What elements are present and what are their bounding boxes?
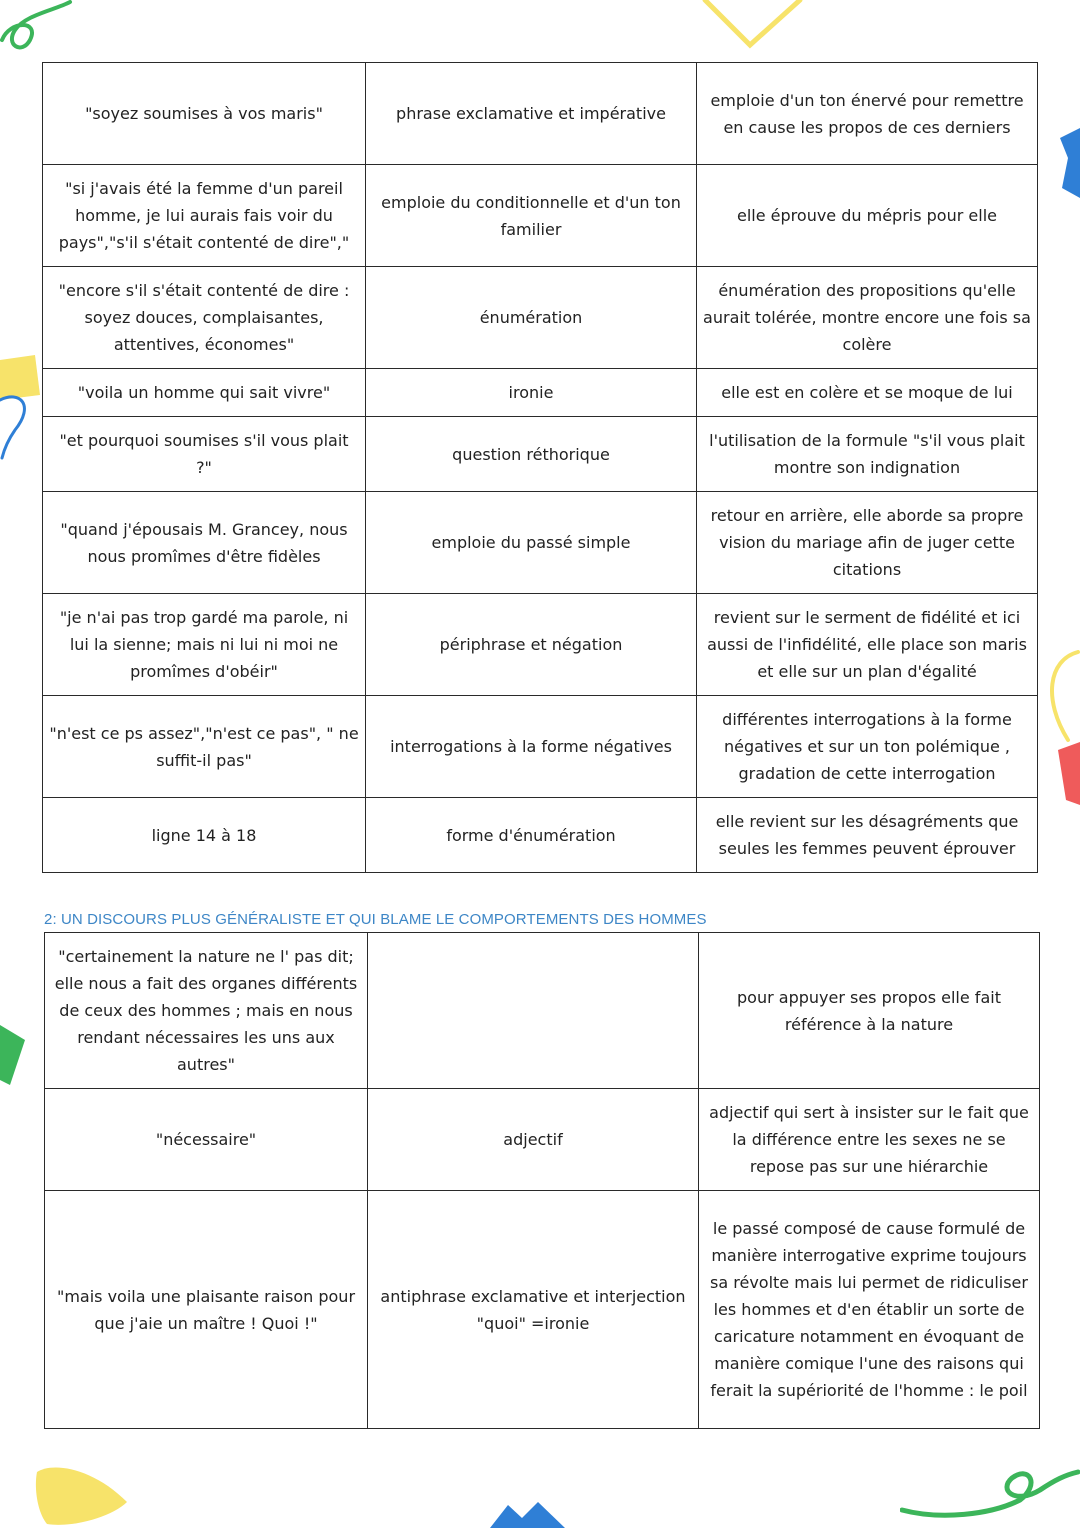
table-row — [45, 1089, 1040, 1191]
table-row — [43, 798, 1038, 873]
procede-cell: phrase exclamative et impérative — [366, 63, 697, 165]
quote-cell: "nécessaire" — [45, 1089, 368, 1191]
quote-cell: "soyez soumises à vos maris" — [43, 63, 366, 165]
procede-cell: ironie — [366, 369, 697, 417]
procede-cell — [368, 933, 699, 1089]
quote-cell: "quand j'épousais M. Grancey, nous nous promîmes d'être fidèles — [43, 492, 366, 594]
table-row — [43, 63, 1038, 165]
decor-yellow-red-right — [1038, 650, 1080, 810]
procede-cell: question réthorique — [366, 417, 697, 492]
decor-blue-shape-right — [1050, 128, 1080, 198]
quote-cell: "n'est ce ps assez","n'est ce pas", " ne suffit-il pas" — [43, 696, 366, 798]
interpretation-cell: retour en arrière, elle aborde sa propre vision du mariage afin de juger cette citations — [697, 492, 1038, 594]
decor-green-shape-left — [0, 1020, 28, 1090]
quote-cell: "je n'ai pas trop gardé ma parole, ni lui la sienne; mais ni lui ni moi ne promîmes d'obéir" — [43, 594, 366, 696]
table-row — [43, 165, 1038, 267]
table-row — [45, 933, 1040, 1089]
interpretation-cell: l'utilisation de la formule "s'il vous plait montre son indignation — [697, 417, 1038, 492]
quote-cell: "mais voila une plaisante raison pour que j'aie un maître ! Quoi !" — [45, 1191, 368, 1429]
table-row — [43, 492, 1038, 594]
interpretation-cell: adjectif qui sert à insister sur le fait que la différence entre les sexes ne se repose pas sur une hiérarchie — [699, 1089, 1040, 1191]
decor-green-squiggle-bottom-right — [900, 1460, 1080, 1528]
table-row — [43, 696, 1038, 798]
decor-blue-mountains-bottom — [490, 1500, 570, 1528]
decor-yellow-blue-left — [0, 350, 45, 460]
quote-cell: "si j'avais été la femme d'un pareil homme, je lui aurais fais voir du pays","s'il s'était contenté de dire"," — [43, 165, 366, 267]
procede-cell: forme d'énumération — [366, 798, 697, 873]
interpretation-cell: différentes interrogations à la forme négatives et sur un ton polémique , gradation de cette interrogation — [697, 696, 1038, 798]
interpretation-cell: emploie d'un ton énervé pour remettre en cause les propos de ces derniers — [697, 63, 1038, 165]
procede-cell: interrogations à la forme négatives — [366, 696, 697, 798]
procede-cell: périphrase et négation — [366, 594, 697, 696]
interpretation-cell: pour appuyer ses propos elle fait référence à la nature — [699, 933, 1040, 1089]
procede-cell: adjectif — [368, 1089, 699, 1191]
procede-cell: antiphrase exclamative et interjection "quoi" =ironie — [368, 1191, 699, 1429]
quote-cell: "certainement la nature ne l' pas dit; elle nous a fait des organes différents de ceux des hommes ; mais en nous rendant nécessaires les uns aux autres" — [45, 933, 368, 1089]
interpretation-cell: énumération des propositions qu'elle aurait tolérée, montre encore une fois sa colère — [697, 267, 1038, 369]
analysis-table-part-2 — [44, 932, 1040, 1429]
quote-cell: "voila un homme qui sait vivre" — [43, 369, 366, 417]
quote-cell: "encore s'il s'était contenté de dire : soyez douces, complaisantes, attentives, économes" — [43, 267, 366, 369]
decor-green-swirl-top-left — [0, 0, 80, 60]
quote-cell: "et pourquoi soumises s'il vous plait ?" — [43, 417, 366, 492]
procede-cell: énumération — [366, 267, 697, 369]
quote-cell: ligne 14 à 18 — [43, 798, 366, 873]
table-row — [45, 1191, 1040, 1429]
interpretation-cell: le passé composé de cause formulé de manière interrogative exprime toujours sa révolte mais lui permet de ridiculiser les hommes et d'en établir un sorte de caricature notamment en évoquant de manière comique l'une des raisons qui ferait la supériorité de l'homme : le poil — [699, 1191, 1040, 1429]
section-heading: 2: UN DISCOURS PLUS GÉNÉRALISTE ET QUI BLAME LE COMPORTEMENTS DES HOMMES — [44, 911, 707, 928]
decor-yellow-blob-bottom-left — [32, 1462, 132, 1528]
decor-yellow-heart-top — [700, 0, 810, 50]
interpretation-cell: revient sur le serment de fidélité et ici aussi de l'infidélité, elle place son maris et elle sur un plan d'égalité — [697, 594, 1038, 696]
interpretation-cell: elle revient sur les désagréments que seules les femmes peuvent éprouver — [697, 798, 1038, 873]
interpretation-cell: elle est en colère et se moque de lui — [697, 369, 1038, 417]
procede-cell: emploie du passé simple — [366, 492, 697, 594]
table-row — [43, 267, 1038, 369]
table-row — [43, 417, 1038, 492]
analysis-table-part-1 — [42, 62, 1038, 873]
procede-cell: emploie du conditionnelle et d'un ton familier — [366, 165, 697, 267]
table-row — [43, 594, 1038, 696]
table-row — [43, 369, 1038, 417]
interpretation-cell: elle éprouve du mépris pour elle — [697, 165, 1038, 267]
